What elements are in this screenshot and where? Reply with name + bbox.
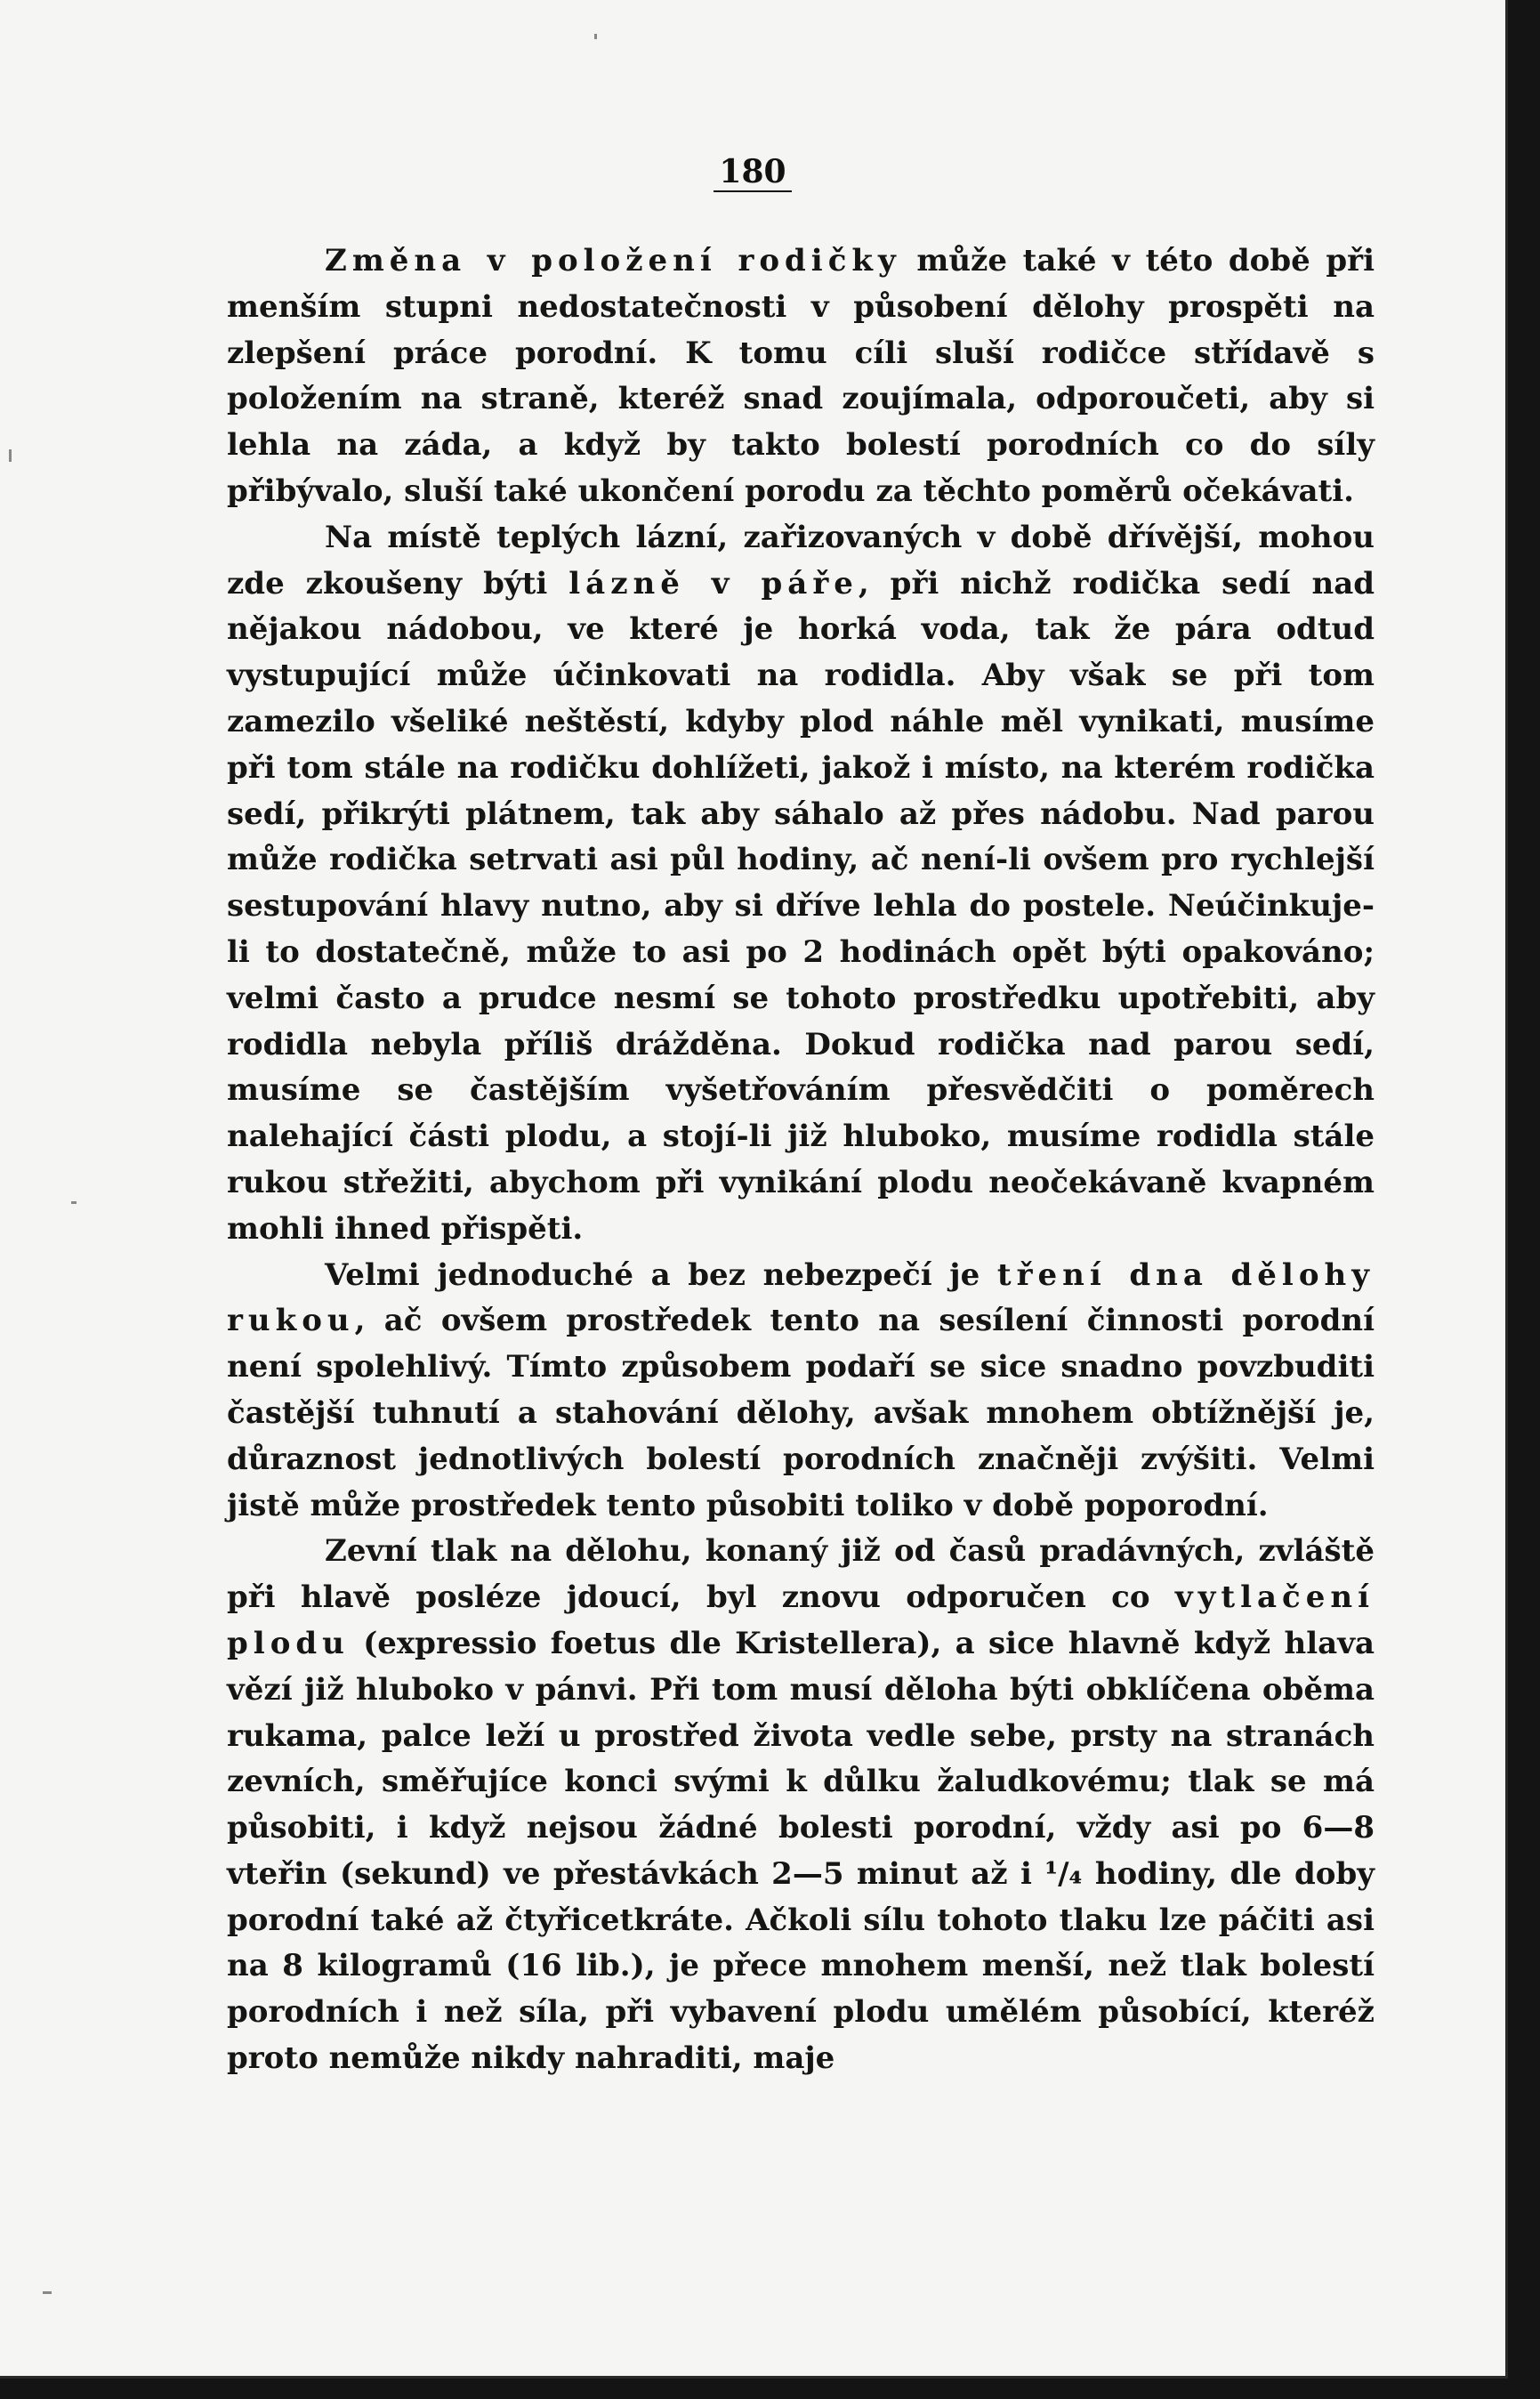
- emphasis-spaced: tření dna dělohy rukou: [227, 1256, 1375, 1339]
- scan-speck: [594, 34, 597, 39]
- emphasis-spaced: vytlačení plodu: [227, 1579, 1375, 1661]
- scan-speck: [71, 1201, 77, 1204]
- body-text: [227, 238, 1375, 2082]
- paragraph: Na místě teplých lázní, zařizovaných v době dřívější, mohou zde zkoušeny býti lázně v páře, při nichž rodička sedí nad nějakou nádobou, ve které je horká voda, tak že pára odtud vystupující může účinkovati na rodidla. Aby však se při tom zamezilo všeliké neštěstí, kdyby plod náhle měl vynikati, musíme při tom stále na rodičku dohlížeti, jakož i místo, na kterém rodička sedí, přikrýti plátnem, tak aby sáhalo až přes nádobu. Nad parou může rodička setrvati asi půl hodiny, ač není-li ovšem pro rychlejší sestupování hlavy nutno, aby si dříve lehla do postele. Neúčinkuje-li to dostatečně, může to asi po 2 hodinách opět býti opakováno; velmi často a prudce nesmí se tohoto prostředku upotřebiti, aby rodidla nebyla příliš drážděna. Dokud rodička nad parou sedí, musíme se častějším vyšetřováním přesvědčiti o poměrech nalehající části plodu, a stojí-li již hluboko, musíme rodidla stále rukou střežiti, abychom při vynikání plodu neočekávaně kvapném mohli ihned přispěti.: [227, 519, 1375, 1247]
- scan-speck: [43, 2291, 52, 2294]
- paragraph: Velmi jednoduché a bez nebezpečí je tření dna dělohy rukou, ač ovšem prostředek tento na sesílení činnosti porodní není spolehlivý. Tímto způsobem podaří se sice snadno povzbuditi častější tuhnutí a stahování dělohy, avšak mnohem obtížnější je, důraznost jednotlivých bolestí porodních značněji zvýšiti. Velmi jistě může prostředek tento působiti toliko v době poporodní.: [227, 1256, 1375, 1523]
- emphasis-spaced: Změna v položení rodičky: [325, 243, 901, 279]
- emphasis-spaced: lázně v páře: [568, 565, 859, 602]
- page-number: 180: [0, 153, 1505, 190]
- paragraph: Zevní tlak na dělohu, konaný již od časů pradávných, zvláště při hlavě posléze jdoucí, byl znovu odporučen co vytlačení plodu (expressio foetus dle Kristellera), a sice hlavně když hlava vězí již hluboko v pánvi. Při tom musí děloha býti obklíčena oběma rukama, palce leží u prostřed života vedle sebe, prsty na stranách zevních, směřujíce konci svými k důlku žaludkovému; tlak se má působiti, i když nejsou žádné bolesti porodní, vždy asi po 6—8 vteřin (sekund) ve přestávkách 2—5 minut až i ¹/₄ hodiny, dle doby porodní také až čtyřicetkráte. Ačkoli sílu tohoto tlaku lze páčiti asi na 8 kilogramů (16 lib.), je přece mnohem menší, než tlak bolestí porodních i než síla, při vybavení plodu umělém působící, kteréž proto nemůže nikdy nahraditi, maje: [227, 1533, 1375, 2077]
- scan-speck: [9, 449, 12, 462]
- paragraph: Změna v položení rodičky může také v této době při menším stupni nedostatečnosti v působení dělohy prospěti na zlepšení práce porodní. K tomu cíli sluší rodičce střídavě s položením na straně, kteréž snad zoujímala, odporoučeti, aby si lehla na záda, a když by takto bolestí porodních co do síly přibývalo, sluší také ukončení porodu za těchto poměrů očekávati.: [227, 243, 1375, 509]
